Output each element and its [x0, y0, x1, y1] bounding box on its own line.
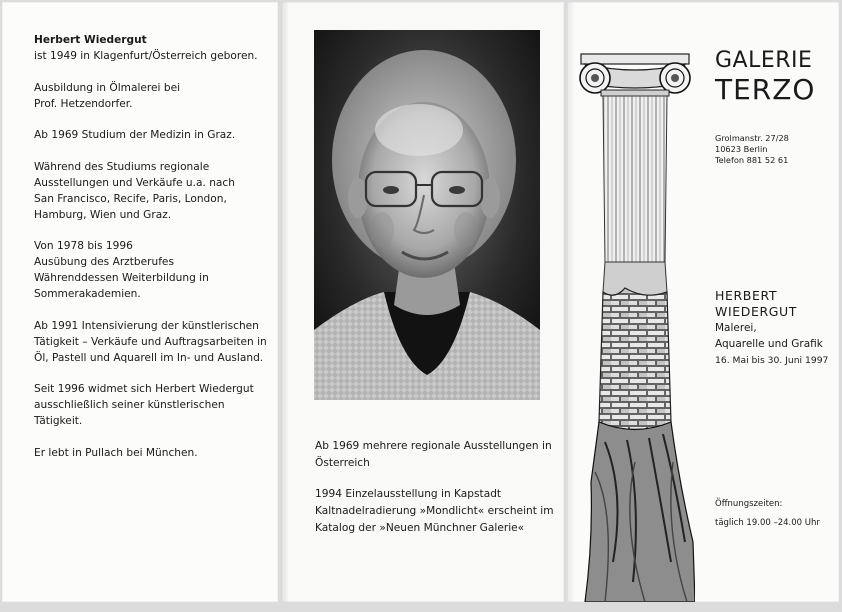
- exhibition-dates: 16. Mai bis 30. Juni 1997: [715, 355, 829, 366]
- medium-line1: Malerei,: [715, 322, 757, 334]
- birth-line: ist 1949 in Klagenfurt/Österreich geboren.: [34, 50, 258, 62]
- bio-paragraph: Während des Studiums regionale Ausstellungen und Verkäufe u.a. nach San Francisco, Recife, Paris, London, Hamburg, Wien und Graz.: [34, 160, 235, 221]
- bio-paragraph: Seit 1996 widmet sich Herbert Wiedergut ausschließlich seiner künstlerischen Tätigkeit.: [34, 383, 254, 427]
- portrait-icon: [314, 30, 540, 400]
- artist-name-heading: Herbert Wiedergut: [34, 34, 147, 46]
- medium-line2: Aquarelle und Grafik: [715, 338, 823, 350]
- fold-shadow: [567, 2, 575, 602]
- bio-paragraph: Ausbildung in Ölmalerei bei Prof. Hetzendorfer.: [34, 81, 181, 110]
- address-phone: Telefon 881 52 61: [715, 155, 789, 165]
- fold-shadow: [281, 2, 289, 602]
- address-city: 10623 Berlin: [715, 144, 768, 154]
- artist-portrait-photo: [314, 30, 540, 400]
- exhibition-info: [715, 288, 828, 368]
- ionic-column-illustration: [575, 42, 695, 602]
- biography-panel: [2, 2, 278, 602]
- gallery-title: [715, 48, 815, 106]
- biography-text: [34, 32, 274, 476]
- exhibition-paragraph: Ab 1969 mehrere regionale Ausstellungen in Österreich: [315, 440, 552, 469]
- portrait-panel: [281, 2, 564, 602]
- opening-hours: [715, 495, 820, 533]
- artist-name-line2: WIEDERGUT: [715, 304, 798, 319]
- exhibition-paragraph: 1994 Einzelausstellung in Kapstadt Kaltnadelradierung »Mondlicht« erscheint im Katalog der »Neuen Münchner Galerie«: [315, 488, 554, 534]
- bio-paragraph: Von 1978 bis 1996 Ausübung des Arztberufes Währenddessen Weiterbildung in Sommerakademien.: [34, 240, 209, 300]
- gallery-title-line1: GALERIE: [715, 48, 813, 73]
- exhibitions-text: [315, 438, 555, 551]
- gallery-title-line2: TERZO: [715, 73, 816, 106]
- cover-panel: [567, 2, 839, 602]
- gallery-address: [715, 133, 789, 166]
- column-icon: [575, 42, 695, 602]
- hours-label: Öffnungszeiten:: [715, 499, 783, 509]
- bio-paragraph: Er lebt in Pullach bei München.: [34, 446, 198, 459]
- bio-paragraph: Ab 1969 Studium der Medizin in Graz.: [34, 129, 236, 141]
- artist-name-line1: HERBERT: [715, 288, 778, 303]
- bio-paragraph: Ab 1991 Intensivierung der künstlerischen Tätigkeit – Verkäufe und Auftragsarbeiten in Öl, Pastell und Aquarell im In- und Ausland.: [34, 319, 267, 364]
- address-street: Grolmanstr. 27/28: [715, 133, 789, 143]
- hours-value: täglich 19.00 –24.00 Uhr: [715, 518, 820, 528]
